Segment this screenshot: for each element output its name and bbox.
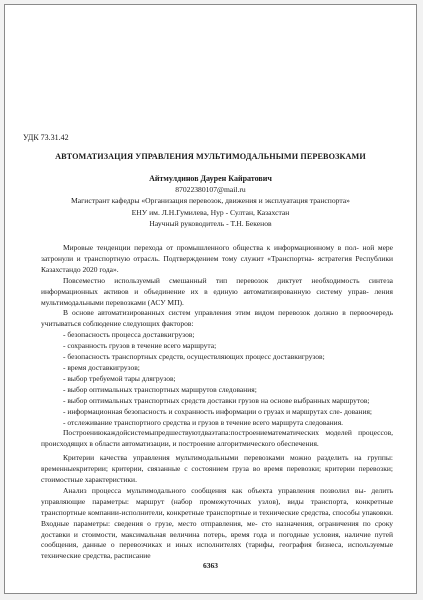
- paragraph: Повсеместно используемый смешанный тип перевозок диктует необходимость синтеза информационных активов и объединение их в единую автоматизированную систему управ- ления мультимодальными перевозками (АСУ МП).: [41, 275, 393, 307]
- paragraph: Критерии качества управления мультимодальными перевозками можно разделить на группы: временныекритерии; критерии, связанные с состоянием груза во время перевозки; критерии перевозки; стоимостные характеристики.: [41, 453, 393, 485]
- factor-item: - сохранность грузов в течение всего маршрута;: [63, 341, 217, 351]
- factor-item: - безопасность транспортных средств, осуществляющих процесс доставкигрузов;: [63, 352, 325, 362]
- article-title: АВТОМАТИЗАЦИЯ УПРАВЛЕНИЯ МУЛЬТИМОДАЛЬНЫМИ ПЕРЕВОЗКАМИ: [55, 152, 366, 161]
- factor-item: - отслеживание транспортного средства и грузов в течение всего маршрута следования.: [63, 417, 344, 427]
- factor-item: - информационная безопасность и сохранность информации о грузах и маршрутах сле- дования;: [63, 406, 372, 416]
- paragraph: Анализ процесса мультимодального сообщения как объекта управления позволил вы- делить управляющие параметры: маршрут (набор промежуточных узлов), виды транспорта, конкретные транспортные компании-исполнители, конкретные транспортные и технические средства, способы упаковки. Входные параметры: сведения о грузе, место отправления, ме- сто назначения, ограничения по сроку доставки и стоимости, максимальная величина потерь, время года и погодные условия, наличие путей сообщения, данные о перевозчиках и иных исполнителях (тарифы, география бизнеса, используемые технические средства, расписание: [41, 485, 393, 561]
- article-body: [41, 243, 393, 562]
- author-name: Айтмулдинов Даурен Кайратович: [149, 174, 272, 183]
- document-page: [4, 4, 417, 594]
- author-block: [5, 173, 416, 229]
- paragraph: Построениюкаждойсистемыпредшествуютдваэтапа:построениематематических моделей процессов, происходящих в области автоматизации, и построение алгоритмического обеспечения.: [41, 428, 393, 449]
- factor-item: - время доставкигрузов;: [63, 362, 140, 372]
- factor-item: - безопасность процесса доставкигрузов;: [63, 330, 195, 340]
- author-university: ЕНУ им. Л.Н.Гумилева, Нур - Султан, Казахстан: [131, 207, 290, 217]
- page-number: 6363: [203, 561, 218, 570]
- factor-item: - выбор оптимальных транспортных средств доставки грузов на основе выбранных маршрутов;: [63, 395, 370, 405]
- author-email: 87022380107@mail.ru: [175, 185, 246, 195]
- paragraph: Мировые тенденции перехода от промышленного общества к информационному в пол- ной мере затронули и транспортную отрасль. Подтверждением тому служит «Транспортна- ястратегия Республики Казахстандо 2020 года».: [41, 243, 393, 274]
- factor-item: - выбор требуемой тары длягрузов;: [63, 373, 176, 383]
- factor-item: - выбор оптимальных транспортных маршрутов следования;: [63, 384, 257, 394]
- udk-code: УДК 73.31.42: [23, 133, 69, 142]
- author-position: Магистрант кафедры «Организация перевозок, движения и эксплуатация транспорта»: [71, 196, 350, 206]
- paragraph: В основе автоматизированных систем управления этим видом перевозок должно в первоочередь учитываться соблюдение следующих факторов:: [41, 308, 393, 329]
- supervisor: Научный руководитель - Т.Н. Бекенов: [149, 218, 272, 228]
